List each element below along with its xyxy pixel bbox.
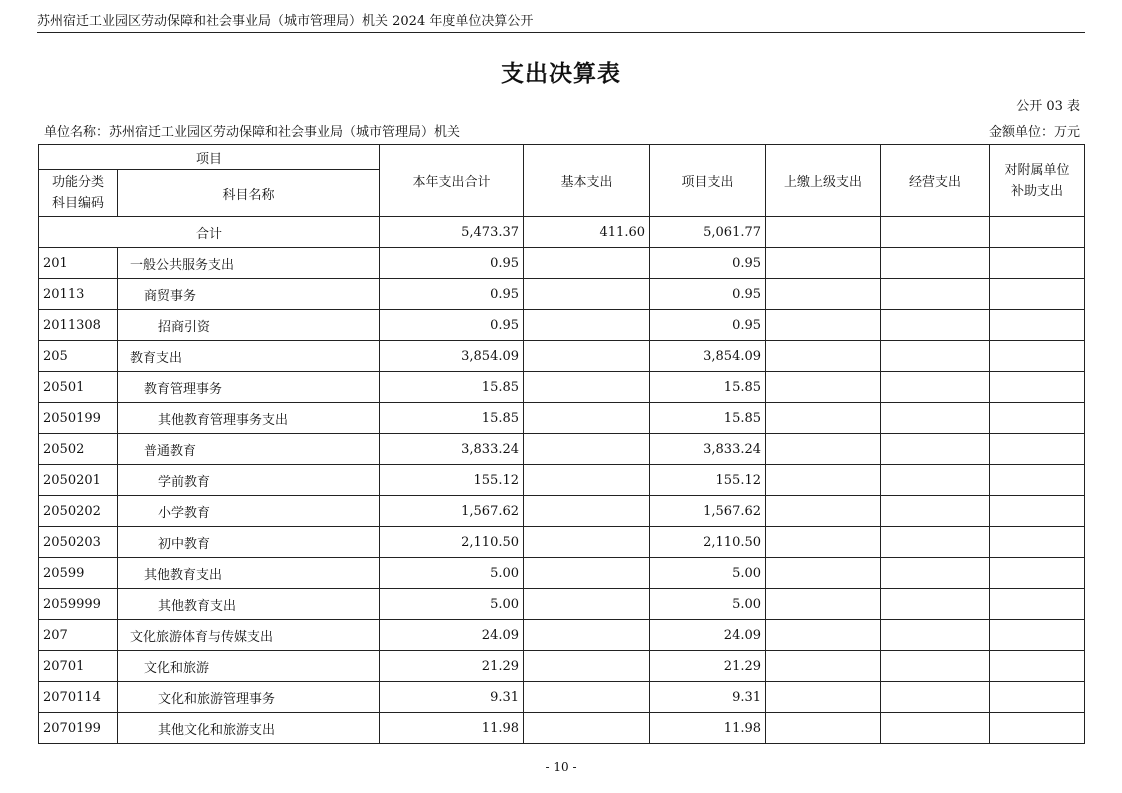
row-basic xyxy=(524,651,650,682)
row-project: 3,854.09 xyxy=(650,341,766,372)
row-upper xyxy=(766,279,881,310)
row-project: 24.09 xyxy=(650,620,766,651)
row-subsidy xyxy=(990,372,1085,403)
table-row xyxy=(39,589,1085,620)
row-subsidy xyxy=(990,403,1085,434)
row-business xyxy=(881,682,990,713)
row-upper xyxy=(766,372,881,403)
row-subsidy xyxy=(990,434,1085,465)
row-basic xyxy=(524,248,650,279)
row-code: 2050199 xyxy=(39,403,118,434)
total-amount: 5,473.37 xyxy=(380,217,524,248)
row-code: 20701 xyxy=(39,651,118,682)
row-business xyxy=(881,310,990,341)
table-row xyxy=(39,341,1085,372)
row-project: 15.85 xyxy=(650,372,766,403)
row-project: 1,567.62 xyxy=(650,496,766,527)
row-name: 其他教育支出 xyxy=(118,558,380,589)
row-upper xyxy=(766,310,881,341)
row-code: 20501 xyxy=(39,372,118,403)
row-total: 5.00 xyxy=(380,589,524,620)
row-upper xyxy=(766,558,881,589)
table-row xyxy=(39,527,1085,558)
row-basic xyxy=(524,496,650,527)
total-basic: 411.60 xyxy=(524,217,650,248)
row-total: 3,854.09 xyxy=(380,341,524,372)
row-project: 11.98 xyxy=(650,713,766,744)
row-business xyxy=(881,527,990,558)
row-upper xyxy=(766,651,881,682)
header-upper: 上缴上级支出 xyxy=(766,145,881,217)
row-code: 2070199 xyxy=(39,713,118,744)
row-subsidy xyxy=(990,310,1085,341)
table-row xyxy=(39,682,1085,713)
page-number: - 10 - xyxy=(545,760,577,774)
row-upper xyxy=(766,682,881,713)
row-total: 15.85 xyxy=(380,372,524,403)
row-business xyxy=(881,248,990,279)
row-business xyxy=(881,589,990,620)
row-basic xyxy=(524,465,650,496)
total-row xyxy=(39,217,1085,248)
row-name: 文化和旅游 xyxy=(118,651,380,682)
row-basic xyxy=(524,713,650,744)
row-subsidy xyxy=(990,620,1085,651)
table-row xyxy=(39,713,1085,744)
row-name: 其他教育支出 xyxy=(118,589,380,620)
row-business xyxy=(881,434,990,465)
row-code: 20113 xyxy=(39,279,118,310)
row-project: 15.85 xyxy=(650,403,766,434)
row-subsidy xyxy=(990,527,1085,558)
table-row xyxy=(39,620,1085,651)
row-total: 9.31 xyxy=(380,682,524,713)
row-project: 155.12 xyxy=(650,465,766,496)
header-name: 科目名称 xyxy=(118,170,380,217)
table-row xyxy=(39,310,1085,341)
header-code: 功能分类 科目编码 xyxy=(39,170,118,217)
table-row xyxy=(39,434,1085,465)
row-basic xyxy=(524,558,650,589)
header-item: 项目 xyxy=(39,145,380,170)
row-business xyxy=(881,651,990,682)
row-code: 2011308 xyxy=(39,310,118,341)
row-code: 20502 xyxy=(39,434,118,465)
row-name: 小学教育 xyxy=(118,496,380,527)
table-row xyxy=(39,248,1085,279)
total-label: 合计 xyxy=(39,217,380,248)
row-total: 21.29 xyxy=(380,651,524,682)
row-project: 9.31 xyxy=(650,682,766,713)
row-name: 普通教育 xyxy=(118,434,380,465)
row-upper xyxy=(766,403,881,434)
total-upper xyxy=(766,217,881,248)
row-subsidy xyxy=(990,496,1085,527)
row-business xyxy=(881,372,990,403)
row-total: 1,567.62 xyxy=(380,496,524,527)
table-row xyxy=(39,279,1085,310)
row-basic xyxy=(524,341,650,372)
row-total: 2,110.50 xyxy=(380,527,524,558)
row-business xyxy=(881,341,990,372)
row-basic xyxy=(524,434,650,465)
row-project: 0.95 xyxy=(650,310,766,341)
row-code: 20599 xyxy=(39,558,118,589)
row-name: 一般公共服务支出 xyxy=(118,248,380,279)
header-project: 项目支出 xyxy=(650,145,766,217)
page-title: 支出决算表 xyxy=(501,61,621,87)
table-row xyxy=(39,651,1085,682)
header-basic: 基本支出 xyxy=(524,145,650,217)
row-total: 0.95 xyxy=(380,310,524,341)
row-code: 2059999 xyxy=(39,589,118,620)
row-code: 205 xyxy=(39,341,118,372)
row-name: 招商引资 xyxy=(118,310,380,341)
header-business: 经营支出 xyxy=(881,145,990,217)
table-row xyxy=(39,372,1085,403)
row-total: 3,833.24 xyxy=(380,434,524,465)
money-unit: 金额单位：万元 xyxy=(988,125,1080,140)
header-subsidy: 对附属单位 补助支出 xyxy=(990,145,1085,217)
row-name: 教育支出 xyxy=(118,341,380,372)
row-business xyxy=(881,465,990,496)
row-code: 2050201 xyxy=(39,465,118,496)
row-subsidy xyxy=(990,651,1085,682)
row-total: 155.12 xyxy=(380,465,524,496)
row-upper xyxy=(766,434,881,465)
row-total: 0.95 xyxy=(380,279,524,310)
row-total: 0.95 xyxy=(380,248,524,279)
document-header: 苏州宿迁工业园区劳动保障和社会事业局（城市管理局）机关 2024 年度单位决算公开 xyxy=(37,10,1085,33)
row-code: 2070114 xyxy=(39,682,118,713)
row-name: 学前教育 xyxy=(118,465,380,496)
table-row xyxy=(39,496,1085,527)
row-project: 0.95 xyxy=(650,248,766,279)
row-basic xyxy=(524,372,650,403)
row-basic xyxy=(524,279,650,310)
row-name: 教育管理事务 xyxy=(118,372,380,403)
total-subsidy xyxy=(990,217,1085,248)
row-project: 3,833.24 xyxy=(650,434,766,465)
row-upper xyxy=(766,713,881,744)
row-name: 文化旅游体育与传媒支出 xyxy=(118,620,380,651)
row-upper xyxy=(766,248,881,279)
row-subsidy xyxy=(990,713,1085,744)
row-project: 21.29 xyxy=(650,651,766,682)
row-business xyxy=(881,713,990,744)
table-row xyxy=(39,558,1085,589)
row-business xyxy=(881,620,990,651)
row-project: 2,110.50 xyxy=(650,527,766,558)
row-project: 0.95 xyxy=(650,279,766,310)
row-name: 其他文化和旅游支出 xyxy=(118,713,380,744)
unit-name: 单位名称：苏州宿迁工业园区劳动保障和社会事业局（城市管理局）机关 xyxy=(44,125,461,140)
row-name: 其他教育管理事务支出 xyxy=(118,403,380,434)
table-row xyxy=(39,465,1085,496)
row-upper xyxy=(766,465,881,496)
row-project: 5.00 xyxy=(650,558,766,589)
row-project: 5.00 xyxy=(650,589,766,620)
row-basic xyxy=(524,527,650,558)
row-subsidy xyxy=(990,465,1085,496)
row-upper xyxy=(766,589,881,620)
row-name: 商贸事务 xyxy=(118,279,380,310)
row-upper xyxy=(766,527,881,558)
row-total: 5.00 xyxy=(380,558,524,589)
row-basic xyxy=(524,310,650,341)
row-subsidy xyxy=(990,248,1085,279)
row-basic xyxy=(524,589,650,620)
row-code: 2050203 xyxy=(39,527,118,558)
row-basic xyxy=(524,620,650,651)
row-subsidy xyxy=(990,341,1085,372)
row-total: 24.09 xyxy=(380,620,524,651)
row-name: 文化和旅游管理事务 xyxy=(118,682,380,713)
row-subsidy xyxy=(990,682,1085,713)
row-code: 207 xyxy=(39,620,118,651)
row-upper xyxy=(766,341,881,372)
row-code: 2050202 xyxy=(39,496,118,527)
row-subsidy xyxy=(990,589,1085,620)
row-subsidy xyxy=(990,558,1085,589)
row-code: 201 xyxy=(39,248,118,279)
row-business xyxy=(881,496,990,527)
table-number: 公开 03 表 xyxy=(1016,99,1080,114)
row-upper xyxy=(766,620,881,651)
row-business xyxy=(881,558,990,589)
row-business xyxy=(881,403,990,434)
row-total: 11.98 xyxy=(380,713,524,744)
row-total: 15.85 xyxy=(380,403,524,434)
expenditure-table xyxy=(38,144,1085,744)
row-basic xyxy=(524,682,650,713)
total-project: 5,061.77 xyxy=(650,217,766,248)
row-name: 初中教育 xyxy=(118,527,380,558)
total-business xyxy=(881,217,990,248)
header-total: 本年支出合计 xyxy=(380,145,524,217)
table-row xyxy=(39,403,1085,434)
row-basic xyxy=(524,403,650,434)
row-subsidy xyxy=(990,279,1085,310)
row-business xyxy=(881,279,990,310)
row-upper xyxy=(766,496,881,527)
